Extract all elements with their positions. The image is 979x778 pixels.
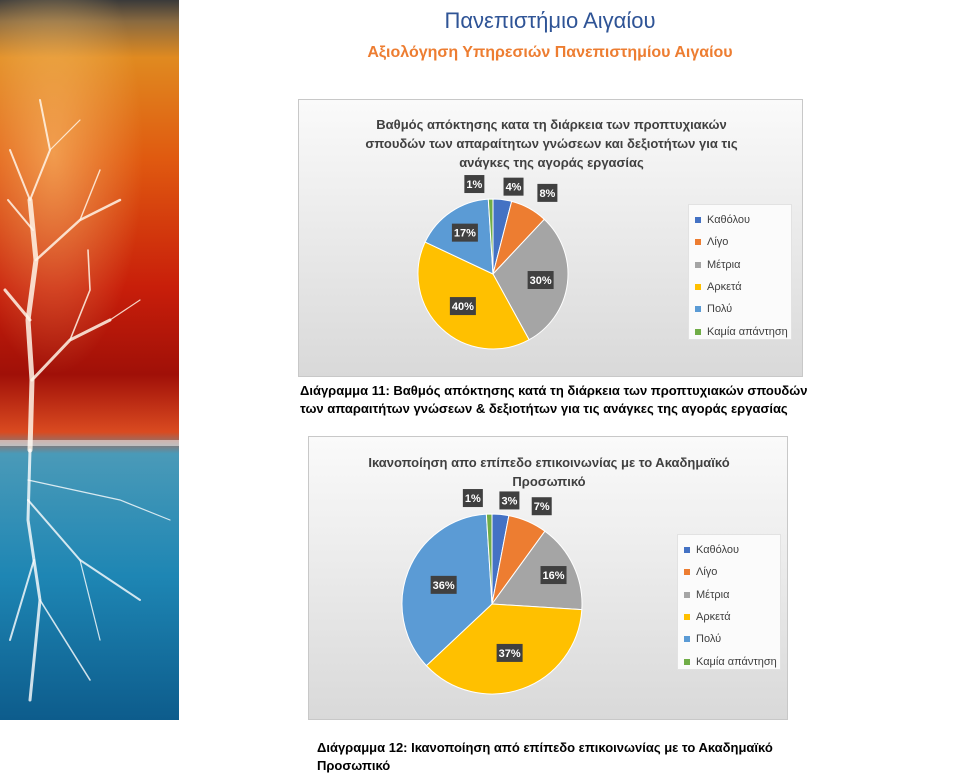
data-label: 1% [466,179,483,192]
legend-item [684,628,780,650]
legend-swatch [684,636,690,642]
data-label: 40% [451,301,474,314]
legend-item [684,650,780,672]
legend-item [684,606,780,628]
legend-swatch [684,592,690,598]
legend-label: Αρκετά [707,281,742,294]
legend-label: Λίγο [707,236,729,249]
chart-1-title-line: σπουδών των απαραίτητων γνώσεων και δεξιοτήτων για τις [365,136,738,151]
legend-item [695,231,791,253]
chart-2-legend [677,534,781,670]
page-subtitle: Αξιολόγηση Υπηρεσιών Πανεπιστημίου Αιγαίου [367,44,733,61]
data-label: 3% [501,495,518,508]
chart-2-caption-line: Διάγραμμα 12: Ικανοποίηση από επίπεδο επικοινωνίας με το Ακαδημαϊκό [317,740,773,755]
legend-label: Πολύ [696,633,722,646]
legend-item [684,561,780,583]
chart-1-title-line: Βαθμός απόκτησης κατα τη διάρκεια των προπτυχιακών [376,117,727,132]
data-label: 1% [464,493,481,506]
legend-swatch [695,284,701,290]
legend-label: Πολύ [707,303,733,316]
legend-label: Καθόλου [696,544,740,557]
legend-item [695,298,791,320]
chart-1-caption [300,382,840,418]
legend-label: Μέτρια [707,258,741,271]
legend-label: Λίγο [696,566,718,579]
legend-swatch [695,239,701,245]
chart-1-caption-line: των απαραιτήτων γνώσεων & δεξιοτήτων για τις ανάγκες της αγοράς εργασίας [300,401,788,416]
legend-label: Αρκετά [696,611,731,624]
data-label: 30% [529,275,552,288]
chart-2-title-line: Ικανοποίηση απο επίπεδο επικοινωνίας με το Ακαδημαϊκό [368,455,730,470]
data-label: 7% [533,501,550,514]
data-label: 8% [539,187,556,200]
data-label: 16% [542,570,565,583]
chart-1-caption-line: Διάγραμμα 11: Βαθμός απόκτησης κατά τη διάρκεια των προπτυχιακών σπουδών [300,383,808,398]
legend-swatch [684,659,690,665]
sidebar-banner-image [0,0,179,720]
legend-item [695,320,791,342]
chart-2-title-line: Προσωπικό [512,474,586,489]
legend-swatch [695,329,701,335]
legend-swatch [695,262,701,268]
legend-label: Καθόλου [707,214,751,227]
legend-swatch [695,217,701,223]
legend-item [695,276,791,298]
chart-1-title-line: ανάγκες της αγοράς εργασίας [459,155,644,170]
legend-swatch [684,614,690,620]
data-label: 4% [505,181,522,194]
data-label: 17% [453,227,476,240]
legend-label: Μέτρια [696,588,730,601]
chart-1-legend [688,204,792,340]
chart-2-caption-line: Προσωπικό [317,758,391,773]
chart-2-caption [317,739,837,775]
legend-swatch [684,569,690,575]
legend-label: Καμία απάντηση [696,655,777,668]
pie-chart-1 [298,99,803,377]
legend-swatch [684,547,690,553]
legend-item [695,209,791,231]
page-title: Πανεπιστήμιο Αιγαίου [444,8,656,33]
pie-chart-2 [308,436,788,720]
legend-swatch [695,306,701,312]
data-label: 36% [432,579,455,592]
legend-item [684,584,780,606]
legend-item [695,254,791,276]
legend-item [684,539,780,561]
legend-label: Καμία απάντηση [707,325,788,338]
data-label: 37% [498,647,521,660]
